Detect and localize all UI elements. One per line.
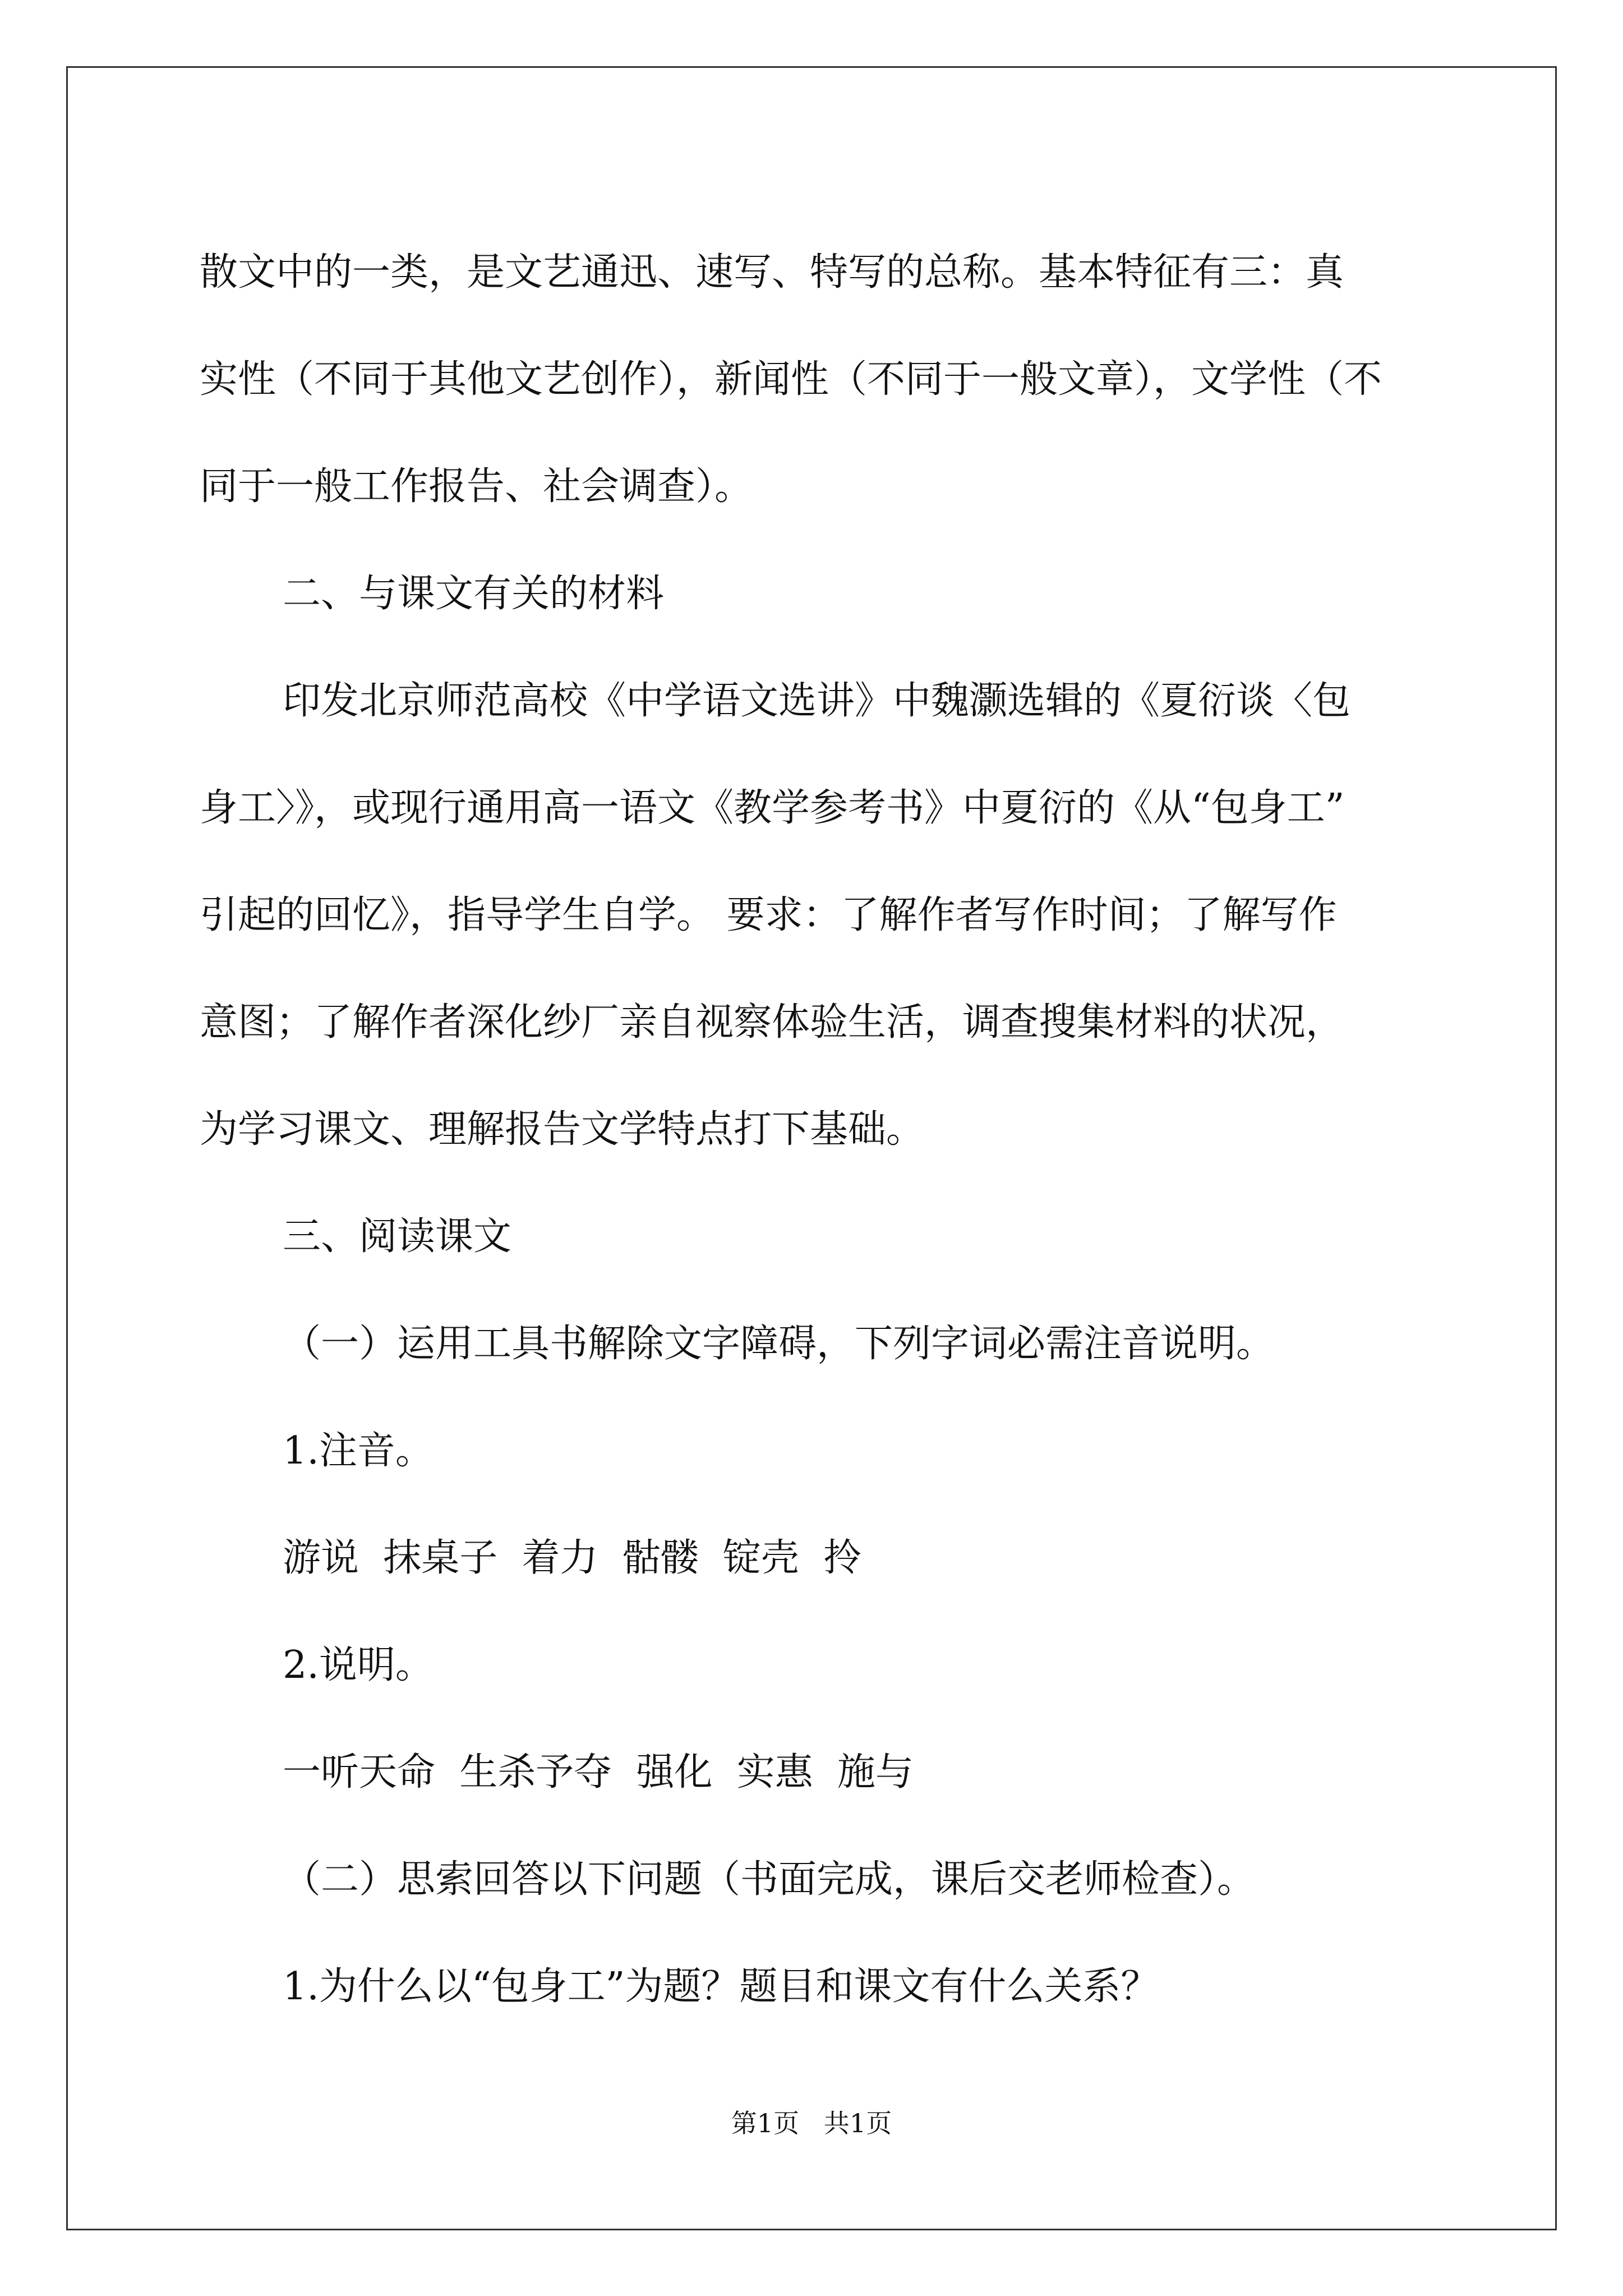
text-line: 散文中的一类，是文艺通迅、速写、特写的总称。基本特征有三：真 xyxy=(200,250,1344,295)
text-line: 为学习课文、理解报告文学特点打下基础。 xyxy=(200,1107,925,1152)
section-heading-reading xyxy=(200,1183,1428,1290)
word-list-explanation xyxy=(200,1719,1428,1826)
paragraph-materials xyxy=(200,647,1428,1183)
item-explanation xyxy=(200,1612,1428,1719)
text-line: 意图；了解作者深化纱厂亲自视察体验生活，调查搜集材料的状况， xyxy=(200,1000,1344,1045)
item-pronunciation xyxy=(200,1397,1428,1504)
text-line: 引起的回忆》，指导学生自学。 要求：了解作者写作时间；了解写作 xyxy=(200,893,1337,937)
section-heading-materials xyxy=(200,540,1428,647)
document-body xyxy=(200,219,1428,2040)
word-list-text: 游说 抹桌子 着力 骷髅 锭壳 拎 xyxy=(283,1536,862,1580)
text-line: 身工〉》，或现行通用高一语文《教学参考书》中夏衍的《从“包身工” xyxy=(200,786,1345,830)
heading-text: 三、阅读课文 xyxy=(283,1214,512,1259)
text-line: 印发北京师范高校《中学语文选讲》中魏灏选辑的《夏衍谈〈包 xyxy=(283,679,1351,723)
item-text: 1.注音。 xyxy=(283,1429,434,1473)
text-line: 同于一般工作报告、社会调查）。 xyxy=(200,464,753,509)
subsection-questions xyxy=(200,1826,1428,1933)
page-footer: 第1页 共1页 xyxy=(731,2108,892,2138)
subsection-text: （二）思索回答以下问题（书面完成，课后交老师检查）。 xyxy=(283,1857,1256,1902)
item-text: 2.说明。 xyxy=(283,1643,434,1687)
question-item xyxy=(200,1933,1428,2040)
question-text: 1.为什么以“包身工”为题？题目和课文有什么关系？ xyxy=(283,1964,1159,2009)
word-list-text: 一听天命 生杀予夺 强化 实惠 施与 xyxy=(283,1750,914,1795)
text-line: 实性（不同于其他文艺创作），新闻性（不同于一般文章），文学性（不 xyxy=(200,357,1382,402)
heading-text: 二、与课文有关的材料 xyxy=(283,572,665,616)
word-list-pronunciation xyxy=(200,1504,1428,1612)
subsection-tools xyxy=(200,1290,1428,1397)
paragraph-definition xyxy=(200,219,1428,540)
subsection-text: （一）运用工具书解除文字障碍，下列字词必需注音说明。 xyxy=(283,1322,1275,1366)
